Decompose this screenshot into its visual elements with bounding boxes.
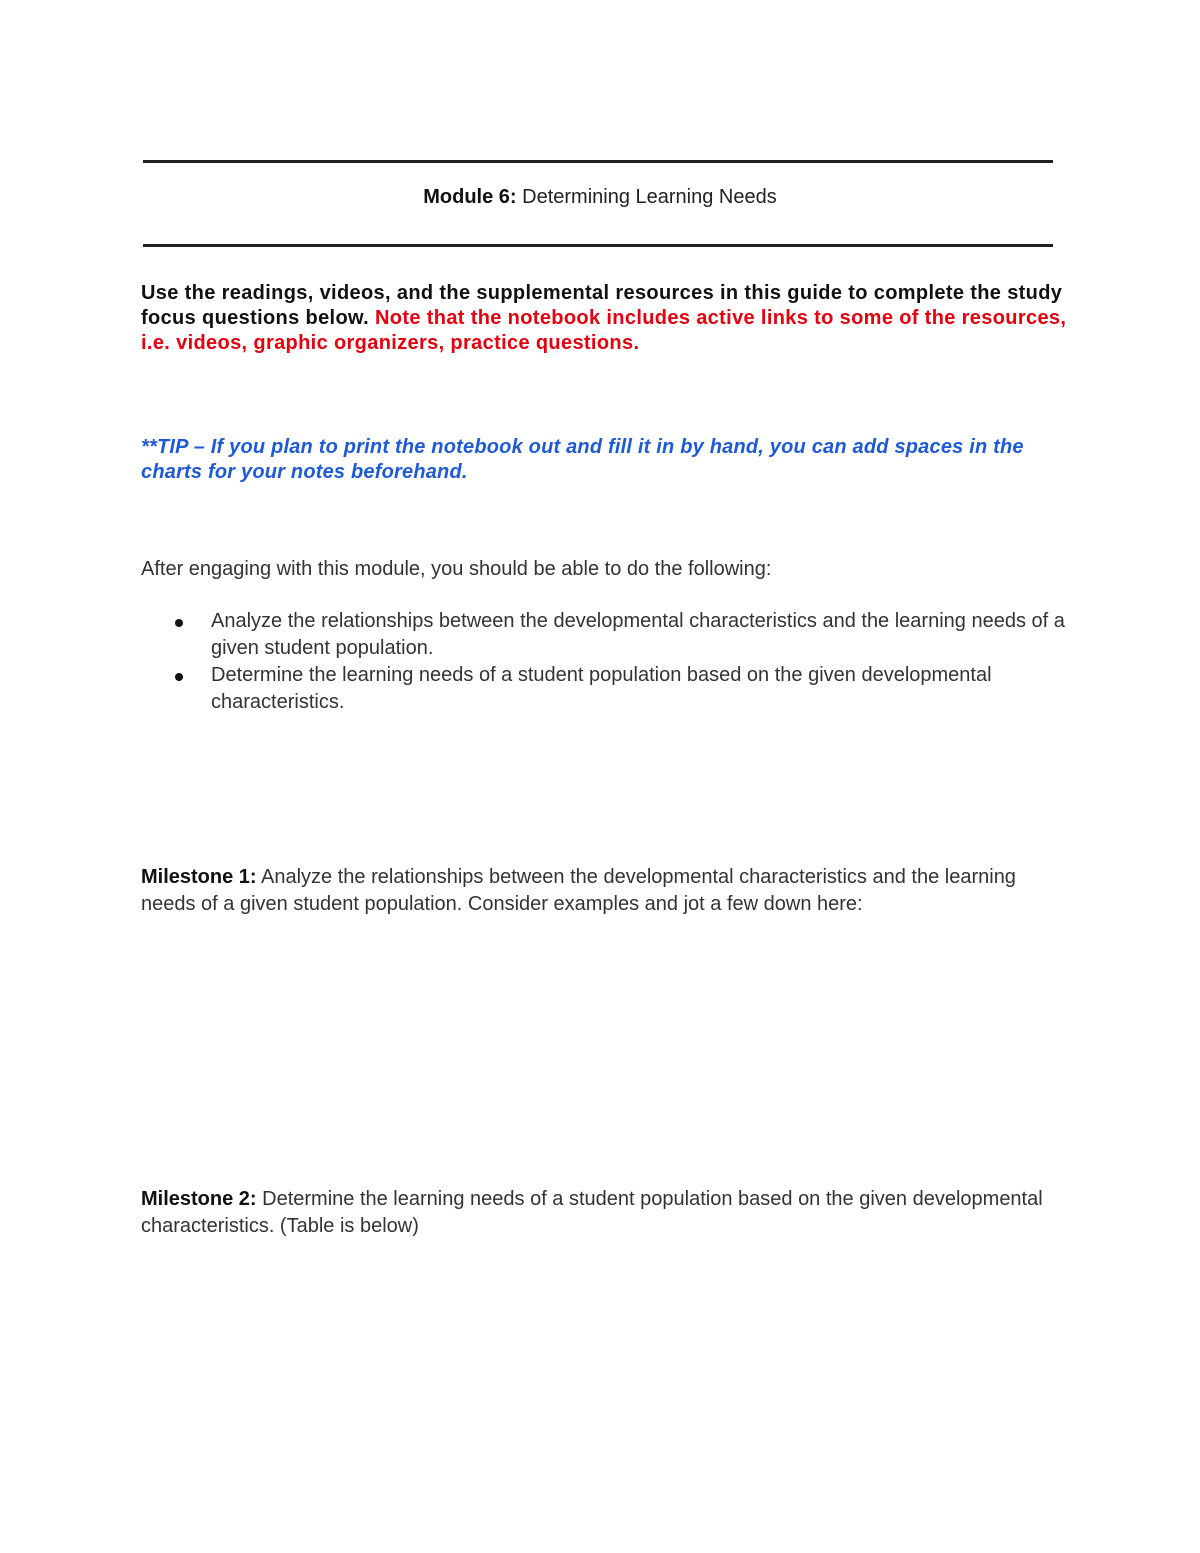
milestone-text: Determine the learning needs of a student population based on the given developmental characteristics. (Table is below) bbox=[141, 1188, 1043, 1237]
list-item bbox=[141, 608, 1071, 662]
milestone-2 bbox=[141, 1186, 1071, 1240]
header-rule-top bbox=[143, 160, 1053, 163]
instructions-paragraph bbox=[141, 281, 1071, 356]
module-title bbox=[0, 184, 1200, 210]
objectives-list bbox=[141, 608, 1071, 716]
list-item bbox=[141, 662, 1071, 716]
objectives-intro: After engaging with this module, you should be able to do the following: bbox=[141, 558, 772, 580]
instructions-note: Note that the notebook includes active links to some of the resources, i.e. videos, graphic organizers, practice questions. bbox=[141, 307, 1067, 354]
milestone-label: Milestone 2: bbox=[141, 1188, 257, 1210]
module-label: Module 6: bbox=[423, 186, 517, 208]
module-name: Determining Learning Needs bbox=[516, 186, 777, 208]
milestone-1 bbox=[141, 864, 1071, 918]
header-rule-bottom bbox=[143, 244, 1053, 247]
instructions-text: Use the readings, videos, and the supplemental resources in this guide to complete the study focus questions below. bbox=[141, 282, 1063, 329]
bullet-icon bbox=[175, 619, 183, 627]
tip-paragraph: **TIP – If you plan to print the notebook out and fill it in by hand, you can add spaces in the charts for your notes beforehand. bbox=[141, 436, 1024, 483]
bullet-icon bbox=[175, 673, 183, 681]
objective-text: Analyze the relationships between the developmental characteristics and the learning needs of a given student population. bbox=[211, 610, 1065, 659]
objective-text: Determine the learning needs of a student population based on the given developmental characteristics. bbox=[211, 664, 992, 713]
milestone-text: Analyze the relationships between the developmental characteristics and the learning needs of a given student population. Consider examples and jot a few down here: bbox=[141, 866, 1016, 915]
milestone-label: Milestone 1: bbox=[141, 866, 257, 888]
